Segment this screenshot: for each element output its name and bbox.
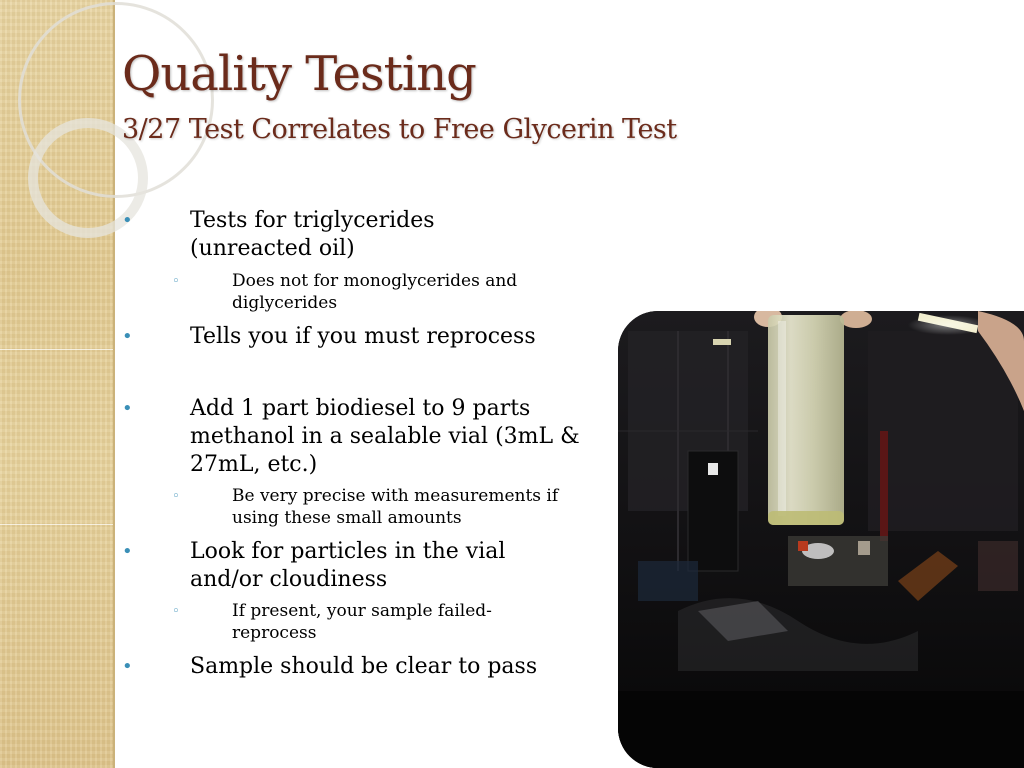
bullet-item: Sample should be clear to pass (190, 654, 538, 679)
sub-bullet-item: Be very precise with measurements if using these small amounts (232, 486, 559, 528)
bullet-marker: • (122, 541, 133, 562)
bullet-marker: • (122, 210, 133, 231)
bullet-marker: • (122, 398, 133, 419)
sub-bullet-marker: ◦ (172, 274, 180, 289)
bullet-item: Tests for triglycerides (unreacted oil) (190, 208, 435, 261)
bullet-marker: • (122, 326, 133, 347)
bullet-item: Add 1 part biodiesel to 9 parts methanol in a sealable vial (3mL & 27mL, etc.) (190, 396, 580, 477)
slide-subtitle: 3/27 Test Correlates to Free Glycerin Test (122, 114, 677, 145)
slide-title: Quality Testing (122, 46, 476, 102)
sub-bullet-marker: ◦ (172, 604, 180, 619)
bullet-item: Tells you if you must reprocess (190, 324, 536, 349)
band-divider (0, 349, 113, 350)
band-divider (0, 524, 113, 525)
sub-bullet-item: Does not for monoglycerides and diglycerides (232, 271, 518, 313)
vial-sample-photo (618, 311, 1024, 768)
sub-bullet-marker: ◦ (172, 489, 180, 504)
bullet-item: Look for particles in the vial and/or cloudiness (190, 539, 506, 592)
sub-bullet-item: If present, your sample failed- reprocess (232, 601, 492, 643)
bullet-marker: • (122, 656, 133, 677)
